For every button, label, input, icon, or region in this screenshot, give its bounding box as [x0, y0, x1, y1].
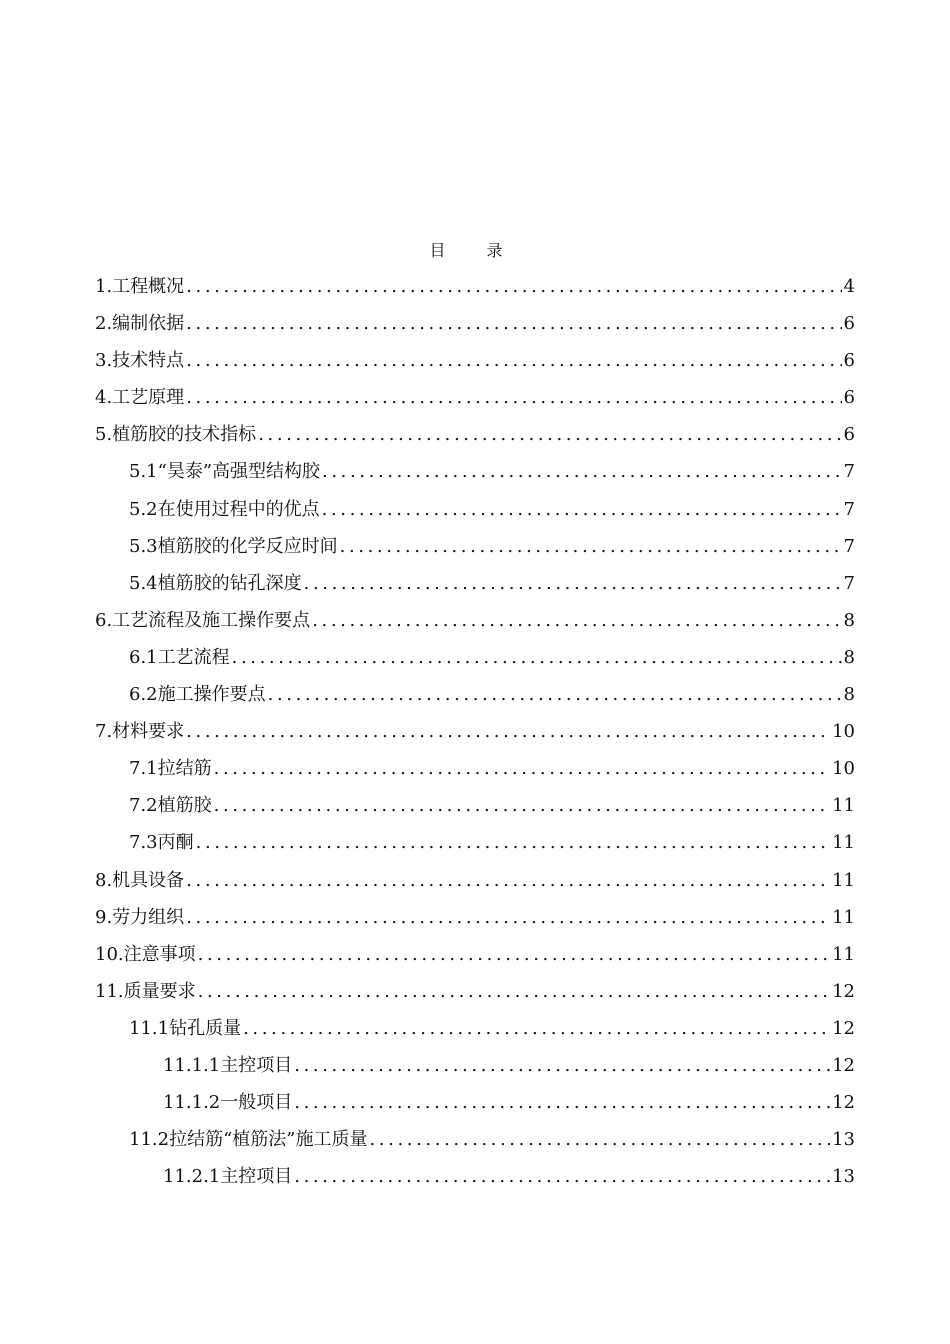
- toc-entry-title: 7.材料要求: [95, 721, 185, 743]
- toc-entry-page-number: 7: [843, 535, 855, 557]
- toc-entry[interactable]: [95, 1084, 855, 1121]
- dot-leader: [186, 305, 841, 342]
- dot-leader: [214, 750, 830, 787]
- toc-entry-page-number: 10: [832, 721, 855, 743]
- toc-entry-page-number: 11: [832, 943, 855, 965]
- toc-entry-title: 1.工程概况: [95, 276, 185, 297]
- toc-entry-page-number: 6: [843, 350, 855, 372]
- toc-entry[interactable]: [95, 565, 855, 602]
- toc-entry-page-number: 6: [843, 313, 855, 335]
- toc-entry[interactable]: [95, 453, 855, 490]
- toc-entry-page-number: 12: [832, 980, 855, 1002]
- toc-entry[interactable]: [95, 676, 855, 713]
- toc-list: [95, 268, 855, 1195]
- toc-entry[interactable]: [95, 1121, 855, 1158]
- dot-leader: [268, 676, 842, 713]
- toc-entry[interactable]: [95, 824, 855, 861]
- toc-entry[interactable]: [95, 639, 855, 676]
- toc-entry-title: 11.1钻孔质量: [129, 1017, 242, 1039]
- toc-entry-page-number: 12: [832, 1017, 855, 1039]
- toc-entry-title: 11.2.1主控项目: [163, 1166, 293, 1188]
- toc-entry-page-number: 12: [832, 1092, 855, 1114]
- toc-entry[interactable]: [95, 713, 855, 750]
- toc-entry-title: 8.机具设备: [95, 869, 185, 891]
- toc-entry[interactable]: [95, 379, 855, 416]
- dot-leader: [198, 973, 830, 1010]
- toc-entry[interactable]: [95, 268, 855, 305]
- toc-entry-page-number: 13: [832, 1166, 855, 1188]
- dot-leader: [214, 787, 830, 824]
- toc-entry[interactable]: [95, 899, 855, 936]
- toc-entry-page-number: 11: [832, 795, 855, 817]
- toc-entry-page-number: 7: [843, 498, 855, 520]
- toc-entry-title: 9.劳力组织: [95, 906, 185, 928]
- toc-entry[interactable]: [95, 416, 855, 453]
- toc-entry-title: 7.2植筋胶: [129, 795, 212, 817]
- toc-entry-page-number: 11: [832, 869, 855, 891]
- toc-entry-title: 5.1“昊泰”高强型结构胶: [129, 461, 321, 483]
- toc-entry[interactable]: [95, 1047, 855, 1084]
- toc-entry-title: 6.工艺流程及施工操作要点: [95, 609, 311, 631]
- toc-entry-page-number: 8: [843, 609, 855, 631]
- dot-leader: [243, 1010, 830, 1047]
- dot-leader: [294, 1084, 830, 1121]
- dot-leader: [340, 528, 842, 565]
- toc-entry-title: 7.3丙酮: [129, 832, 194, 854]
- toc-entry-title: 11.2拉结筋“植筋法”施工质量: [129, 1129, 368, 1151]
- dot-leader: [186, 713, 830, 750]
- toc-entry-title: 5.2在使用过程中的优点: [129, 498, 320, 520]
- toc-entry[interactable]: [95, 973, 855, 1010]
- dot-leader: [312, 602, 841, 639]
- toc-entry-page-number: 6: [843, 387, 855, 409]
- toc-entry-title: 11.1.1主控项目: [163, 1054, 293, 1076]
- dot-leader: [186, 342, 841, 379]
- toc-entry[interactable]: [95, 305, 855, 342]
- dot-leader: [198, 936, 830, 973]
- toc-entry-title: 3.技术特点: [95, 350, 185, 372]
- toc-entry-page-number: 10: [832, 758, 855, 780]
- toc-entry[interactable]: [95, 602, 855, 639]
- toc-entry[interactable]: [95, 750, 855, 787]
- toc-entry-page-number: 8: [843, 646, 855, 668]
- dot-leader: [294, 1047, 830, 1084]
- toc-entry-title: 5.4植筋胶的钻孔深度: [129, 572, 302, 594]
- toc-entry-page-number: 7: [843, 461, 855, 483]
- toc-entry[interactable]: [95, 491, 855, 528]
- dot-leader: [304, 565, 842, 602]
- toc-title: 目 录: [429, 241, 521, 260]
- toc-entry-page-number: 13: [832, 1129, 855, 1151]
- dot-leader: [294, 1158, 830, 1195]
- toc-entry-title: 2.编制依据: [95, 313, 185, 335]
- toc-entry-title: 11.质量要求: [95, 980, 196, 1002]
- dot-leader: [258, 416, 841, 453]
- toc-entry-page-number: 4: [843, 276, 855, 297]
- toc-entry-title: 6.1工艺流程: [129, 646, 230, 668]
- dot-leader: [322, 453, 842, 490]
- dot-leader: [186, 862, 830, 899]
- toc-entry-page-number: 8: [843, 684, 855, 706]
- toc-entry-title: 7.1拉结筋: [129, 758, 212, 780]
- toc-entry[interactable]: [95, 936, 855, 973]
- toc-entry[interactable]: [95, 1010, 855, 1047]
- toc-entry-page-number: 6: [843, 424, 855, 446]
- toc-entry-title: 11.1.2一般项目: [163, 1092, 293, 1114]
- toc-entry-page-number: 12: [832, 1054, 855, 1076]
- dot-leader: [186, 379, 841, 416]
- dot-leader: [322, 491, 842, 528]
- toc-entry-title: 10.注意事项: [95, 943, 196, 965]
- dot-leader: [186, 268, 841, 305]
- dot-leader: [186, 899, 830, 936]
- toc-entry-title: 4.工艺原理: [95, 387, 185, 409]
- toc-entry-page-number: 11: [832, 832, 855, 854]
- toc-entry[interactable]: [95, 787, 855, 824]
- dot-leader: [196, 824, 830, 861]
- toc-entry[interactable]: [95, 528, 855, 565]
- toc-entry[interactable]: [95, 342, 855, 379]
- toc-entry-page-number: 11: [832, 906, 855, 928]
- toc-entry-page-number: 7: [843, 572, 855, 594]
- toc-entry[interactable]: [95, 1158, 855, 1195]
- dot-leader: [369, 1121, 830, 1158]
- toc-entry-title: 5.植筋胶的技术指标: [95, 424, 257, 446]
- toc-entry[interactable]: [95, 862, 855, 899]
- toc-entry-title: 6.2施工操作要点: [129, 684, 266, 706]
- dot-leader: [232, 639, 842, 676]
- toc-entry-title: 5.3植筋胶的化学反应时间: [129, 535, 338, 557]
